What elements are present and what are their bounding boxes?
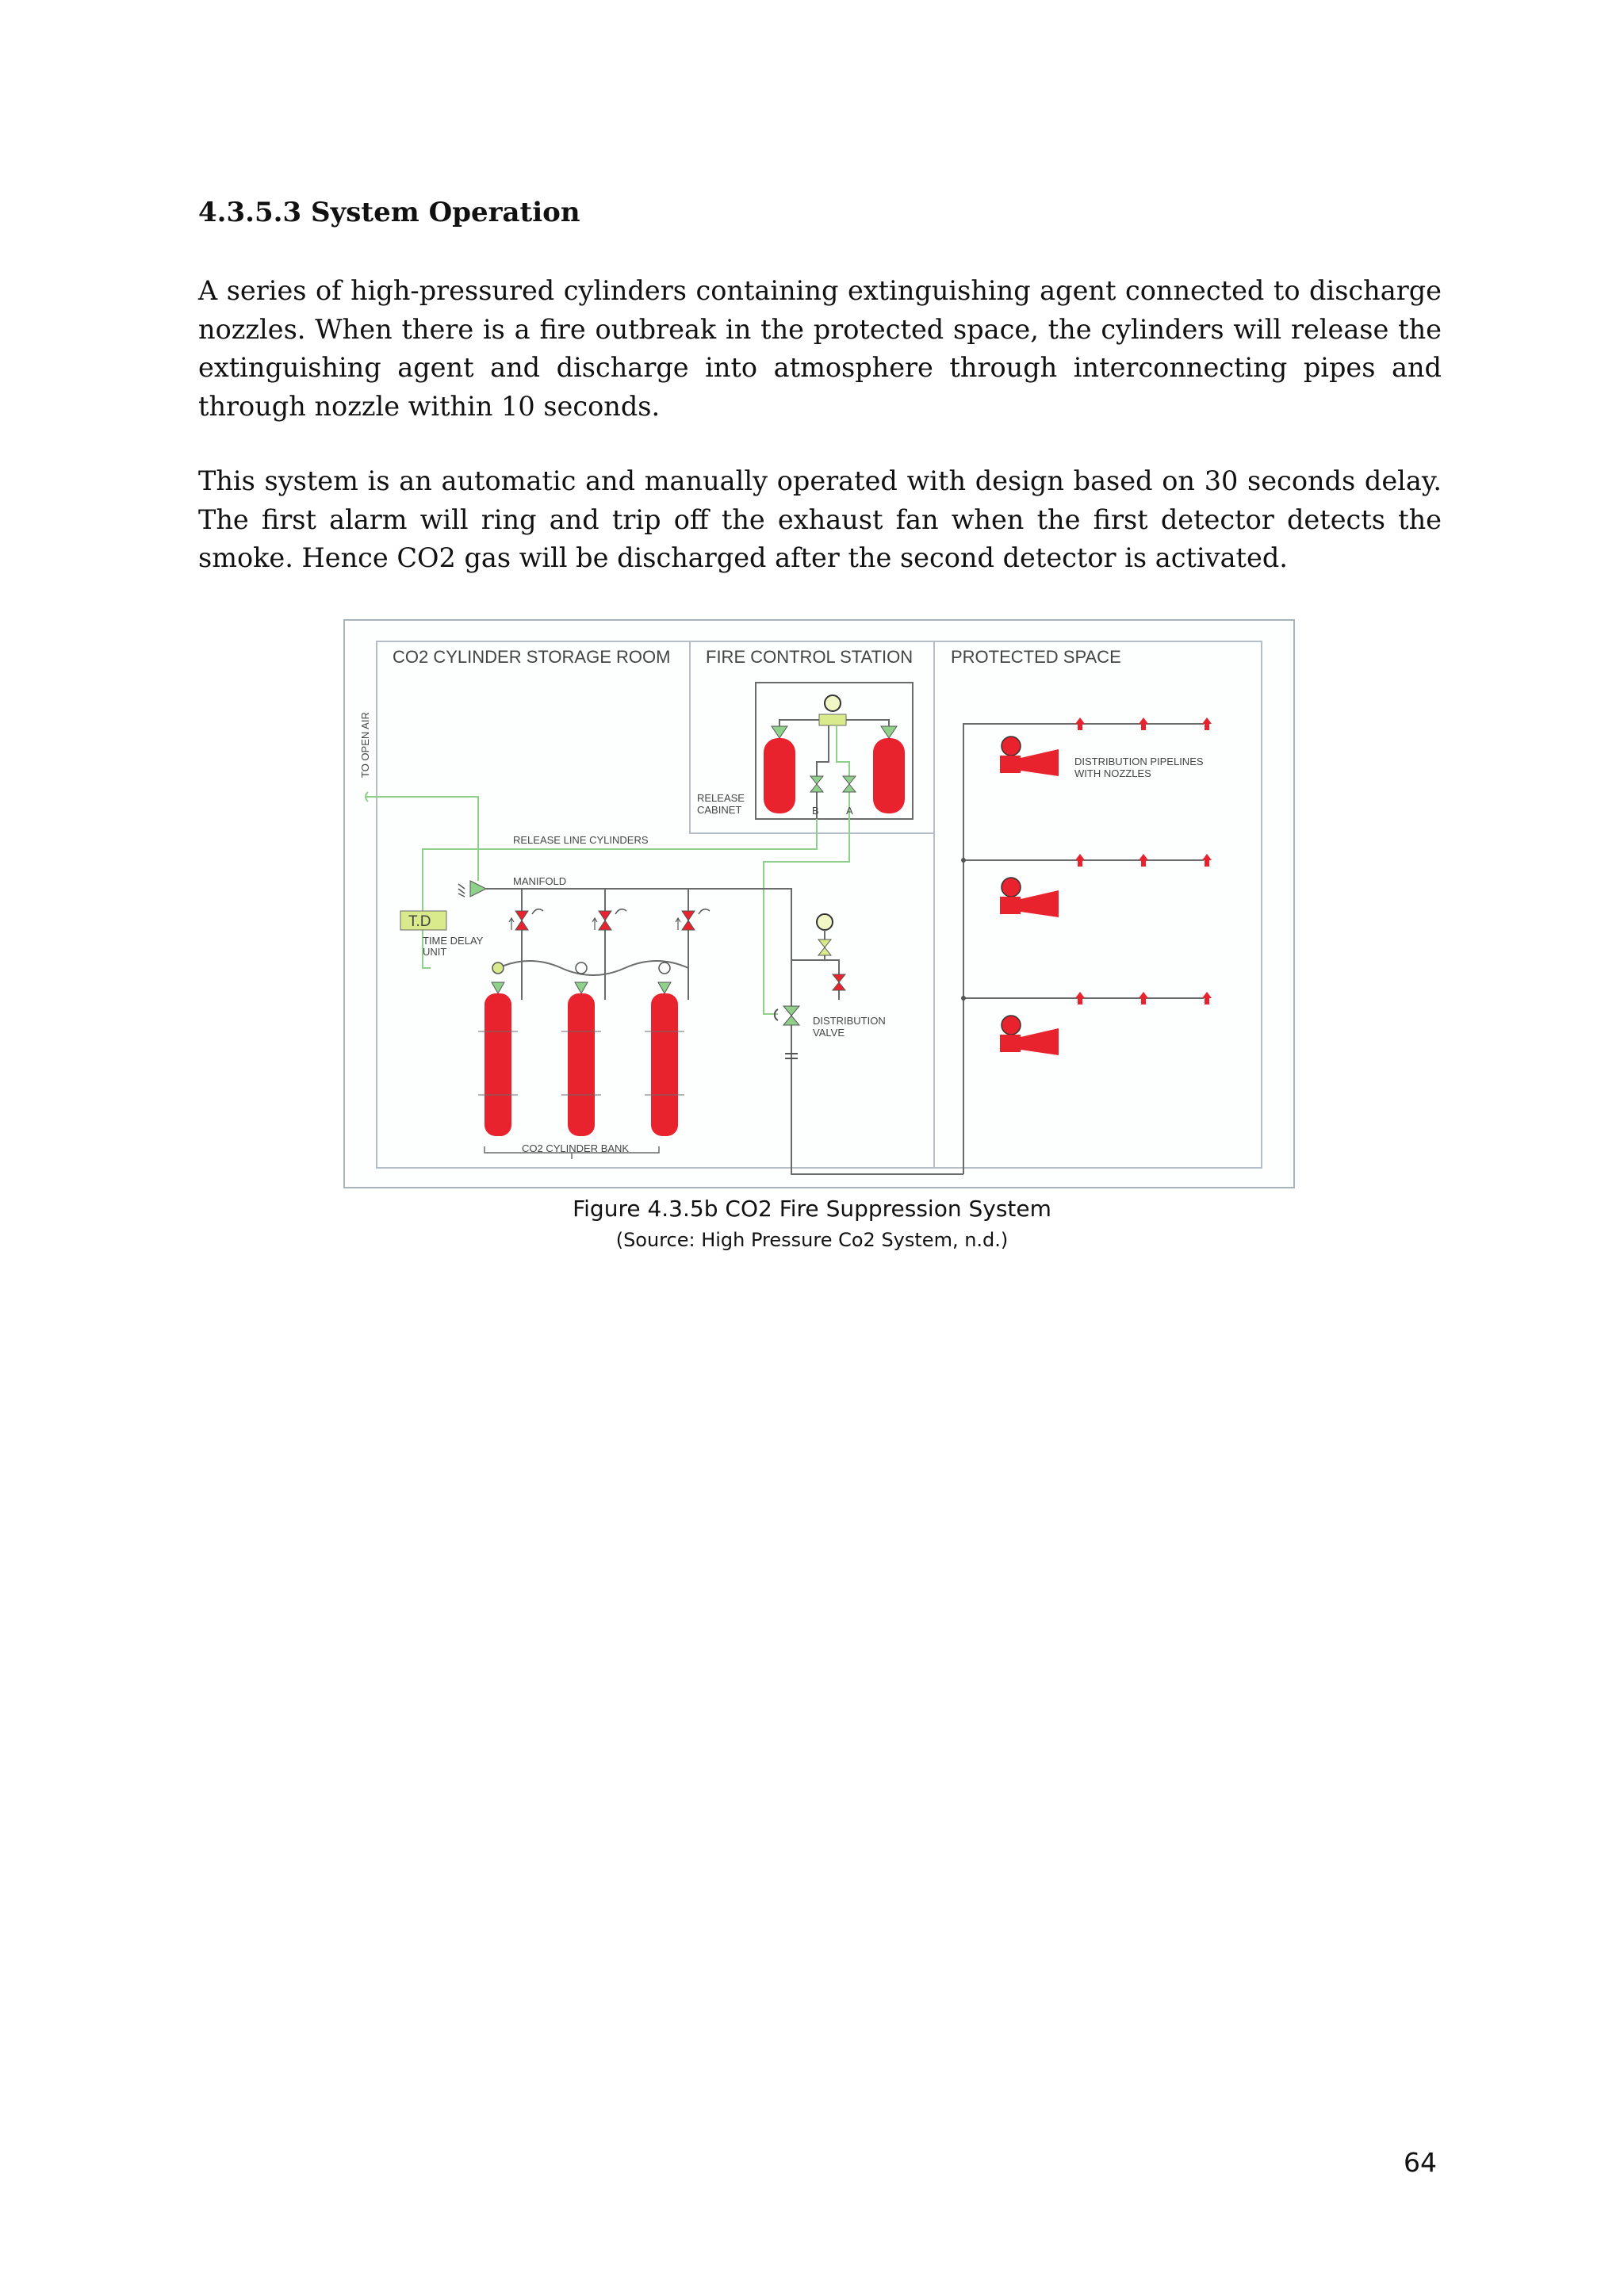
pipe-junction-1	[961, 858, 966, 863]
label-valve-a: A	[846, 805, 853, 817]
paragraph-operation-description: This system is an automatic and manually operated with design based on 30 seconds delay. The first alarm will ring and trip off the exhaust fan when the first detector detects the smoke. Hence CO2 gas will be discharged after the second detector is activated.	[198, 465, 1442, 573]
label-to-open-air: TO OPEN AIR	[359, 712, 371, 778]
pilot-link-node-2	[576, 962, 587, 974]
label-valve-b: B	[812, 805, 819, 817]
pilot-header-block	[819, 714, 846, 725]
pilot-link-node-1	[492, 962, 504, 974]
label-time-delay-1: TIME DELAY	[423, 935, 484, 947]
label-pipelines-1: DISTRIBUTION PIPELINES	[1074, 756, 1204, 767]
page-number: 64	[1404, 2147, 1437, 2178]
pilot-link-node-3	[659, 962, 670, 974]
section-heading: 4.3.5.3 System Operation	[198, 197, 580, 228]
label-distribution-valve-1: DISTRIBUTION	[813, 1015, 886, 1027]
label-release-cabinet-2: CABINET	[697, 804, 742, 816]
label-time-delay-2: UNIT	[423, 946, 447, 958]
distribution-pressure-gauge	[817, 914, 833, 930]
paragraph-system-description: A series of high-pressured cylinders containing extinguishing agent connected to discharge nozzles. When there is a fire outbreak in the protected space, the cylinders will release the extinguishing agent and discharge into atmosphere through interconnecting pipes and through nozzle within 10 seconds.	[198, 275, 1442, 422]
figure-caption: Figure 4.3.5b CO2 Fire Suppression System	[573, 1196, 1051, 1222]
label-cylinder-bank: CO2 CYLINDER BANK	[522, 1142, 630, 1154]
cabinet-pressure-gauge	[825, 695, 841, 711]
zone-label-storage-room: CO2 CYLINDER STORAGE ROOM	[393, 647, 671, 667]
label-release-cabinet-1: RELEASE	[697, 792, 745, 804]
pilot-cylinder-left	[764, 738, 795, 813]
figure-source: (Source: High Pressure Co2 System, n.d.)	[615, 1229, 1009, 1251]
pipe-junction-2	[961, 996, 966, 1001]
label-pipelines-2: WITH NOZZLES	[1074, 767, 1151, 779]
zone-label-protected-space: PROTECTED SPACE	[951, 647, 1121, 667]
co2-system-diagram	[343, 619, 1295, 1188]
zone-label-fire-control-station: FIRE CONTROL STATION	[706, 647, 914, 667]
label-manifold: MANIFOLD	[513, 875, 567, 887]
label-release-line: RELEASE LINE CYLINDERS	[513, 834, 649, 846]
label-distribution-valve-2: VALVE	[813, 1027, 845, 1039]
label-time-delay-box: T.D	[408, 913, 431, 930]
pilot-cylinder-right	[873, 738, 905, 813]
